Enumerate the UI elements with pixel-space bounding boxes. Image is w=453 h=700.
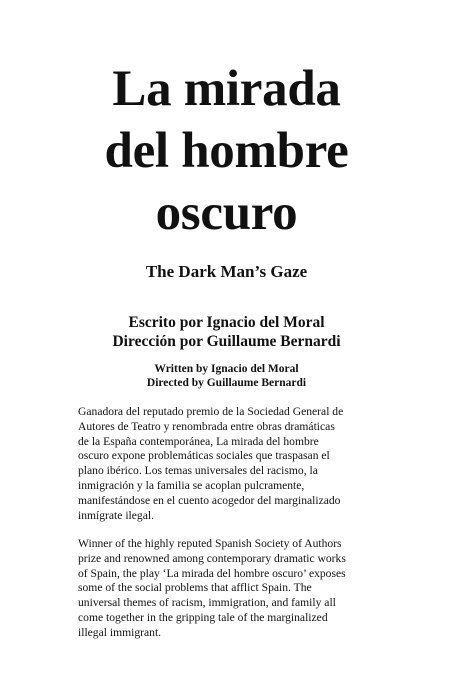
paragraph-line: inmígrate ilegal. xyxy=(78,508,154,522)
credit-line: Dirección por Guillaume Bernardi xyxy=(112,333,341,350)
paragraph-line: Winner of the highly reputed Spanish Society of Authors xyxy=(78,537,342,550)
paragraph-line: Ganadora del reputado premio de la Sociedad General de xyxy=(78,405,344,418)
credit-line: Written by Ignacio del Moral xyxy=(154,363,299,375)
credits-spanish xyxy=(0,313,453,351)
page-title xyxy=(0,58,453,244)
paragraph-line: oscuro expone problemáticas sociales que traspasan el xyxy=(78,449,330,463)
paragraph-line: prize and renowned among contemporary dramatic works xyxy=(78,551,346,565)
paragraph-line: come together in the gripping tale of the marginalized xyxy=(78,610,328,624)
paragraph-line: plano ibérico. Los temas universales del racismo, la xyxy=(78,464,318,478)
paragraph-line: illegal immigrant. xyxy=(78,625,162,639)
paragraph-line: inmigración y la familia se acoplan pulcramente, xyxy=(78,478,305,492)
title-line: oscuro xyxy=(155,185,298,241)
credit-line: Escrito por Ignacio del Moral xyxy=(128,314,325,331)
paragraph-line: some of the social problems that afflict Spain. The xyxy=(78,581,312,595)
credit-line: Directed by Guillaume Bernardi xyxy=(146,377,307,389)
subtitle: The Dark Man’s Gaze xyxy=(145,262,308,281)
paragraph-line: of Spain, the play ‘La mirada del hombre oscuro’ exposes xyxy=(78,566,346,580)
title-line: La mirada xyxy=(112,61,341,117)
paragraph-spanish xyxy=(78,405,378,523)
title-line: del hombre xyxy=(104,123,349,179)
paragraph-line: universal themes of racism, immigration, and family all xyxy=(78,596,336,610)
paragraph-english xyxy=(78,537,378,641)
paragraph-line: manifestándose en el cuento acogedor del marginalizado xyxy=(78,493,341,507)
paragraph-line: de la España contemporánea, La mirada del hombre xyxy=(78,434,319,448)
paragraph-line: Autores de Teatro y renombrada entre obras dramáticas xyxy=(78,419,335,433)
credits-english xyxy=(0,362,453,390)
